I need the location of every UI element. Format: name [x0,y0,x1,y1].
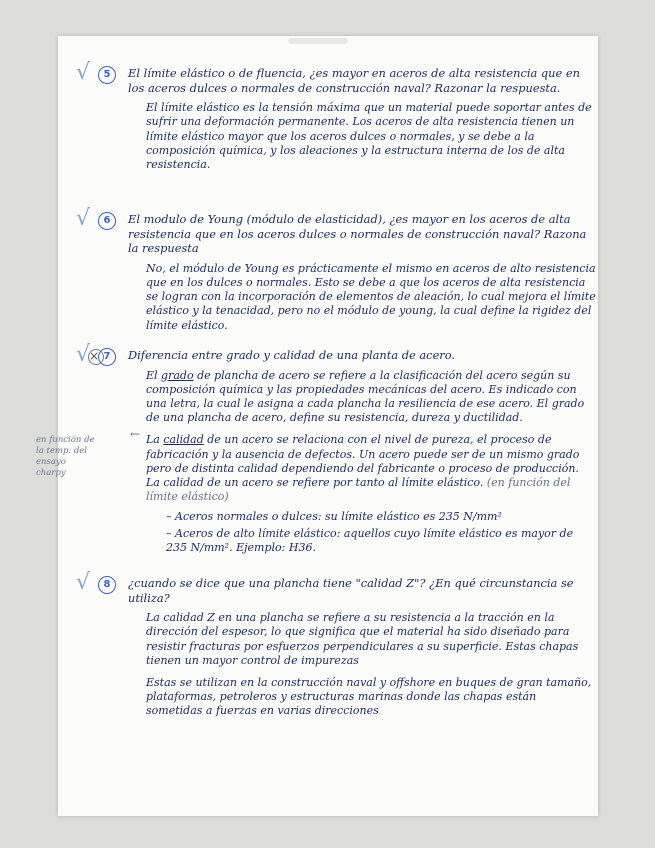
answer-text [146,611,596,718]
margin-note: en función de la temp. del ensayo charpy [36,434,95,478]
answer-text [36,368,596,555]
checkmark-icon: √ [76,342,91,367]
question-block-8 [76,570,594,719]
term-grado: grado [161,368,194,382]
answer-paragraph: El límite elástico es la tensión máxima que un material puede soportar antes de sufrir una deformación permanente. Los aceros de alta resistencia tienen un límite elástico mayor que los aceros dulces o normales, y se debe a la composición química, y los aleaciones y la estructura interna de los de alta resistencia. [146,101,592,171]
checkmark-icon: √ [76,570,91,595]
margin-arrow-icon: ← [130,426,141,441]
checkmark-icon: √ [76,206,91,231]
answer-paragraph-calidad [146,433,596,504]
question-block-5 [76,60,594,172]
answer-aside: (en función del límite elástico) [146,476,571,504]
answer-body: de un acero se relaciona con el nivel de pureza, el proceso de fabricación y la ausencia de defectos. Un acero puede ser de un mismo grado pero de distinta calidad dependiendo del fabricante o proceso de producción. La calidad de un acero se refiere por tanto al límite elástico. [146,433,580,490]
question-block-7 [36,342,594,557]
answer-paragraph: Estas se utilizan en la construcción naval y offshore en buques de gran tamaño, plataformas, petroleros y estructuras marinas donde las chapas están sometidas a fuerzas en varias direcciones [146,676,592,718]
answer-body: de plancha de acero se refiere a la clasificación del acero según su composición química y las propiedades mecánicas del acero. Es indicado con una letra, la cual le asigna a cada plancha la resiliencia de ese acero. El grado de una plancha de acero, define su resistencia, dureza y ductilidad. [146,368,585,425]
answer-text [146,262,596,333]
question-header [76,60,594,95]
question-number-badge: 6 [98,212,116,230]
answer-text [146,101,596,172]
term-calidad: calidad [163,433,204,447]
answer-paragraph-grado [146,369,596,426]
notebook-page [36,36,598,816]
question-number-badge: 5 [98,66,116,84]
question-number-badge: 7 × [98,348,116,366]
question-prompt: Diferencia entre grado y calidad de una planta de acero. [128,348,456,362]
question-number-badge: 8 [98,576,116,594]
paper-edge-mark [288,38,348,44]
answer-lead: El [146,368,162,382]
question-prompt: El límite elástico o de fluencia, ¿es mayor en aceros de alta resistencia que en los aceros dulces o normales de construcción naval? Razonar la respuesta. [128,66,580,95]
checkmark-icon: √ [76,60,91,85]
answer-lead: La [146,433,164,447]
question-header [76,206,594,256]
bullet-list [166,510,596,555]
list-item: – Aceros de alto límite elástico: aquellos cuyo límite elástico es mayor de 235 N/mm². Ejemplo: H36. [166,527,596,555]
question-header [76,342,594,367]
answer-paragraph: No, el módulo de Young es prácticamente el mismo en aceros de alto resistencia que en los dulces o normales. Esto se debe a que los aceros de alta resistencia se logran con la incorporación de elementos de aleación, lo cual mejora el límite elástico y la tenacidad, pero no el módulo de young, la cual define la rigidez del límite elástico. [146,261,596,332]
question-prompt: El modulo de Young (módulo de elasticidad), ¿es mayor en los aceros de alta resistencia que en los aceros dulces o normales de construcción naval? Razona la respuesta [128,212,587,256]
question-header [76,570,594,605]
question-block-6 [76,206,596,333]
answer-paragraph: La calidad Z en una plancha se refiere a su resistencia a la tracción en la dirección del espesor, lo que significa que el material ha sido diseñado para resistir fracturas por esfuerzos perpendiculares a su superficie. Estas chapas tienen un mayor control de impurezas [146,611,579,667]
question-prompt: ¿cuando se dice que una plancha tiene "calidad Z"? ¿En qué circunstancia se utiliza? [128,576,574,605]
list-item: – Aceros normales o dulces: su límite elástico es 235 N/mm² [166,510,596,524]
